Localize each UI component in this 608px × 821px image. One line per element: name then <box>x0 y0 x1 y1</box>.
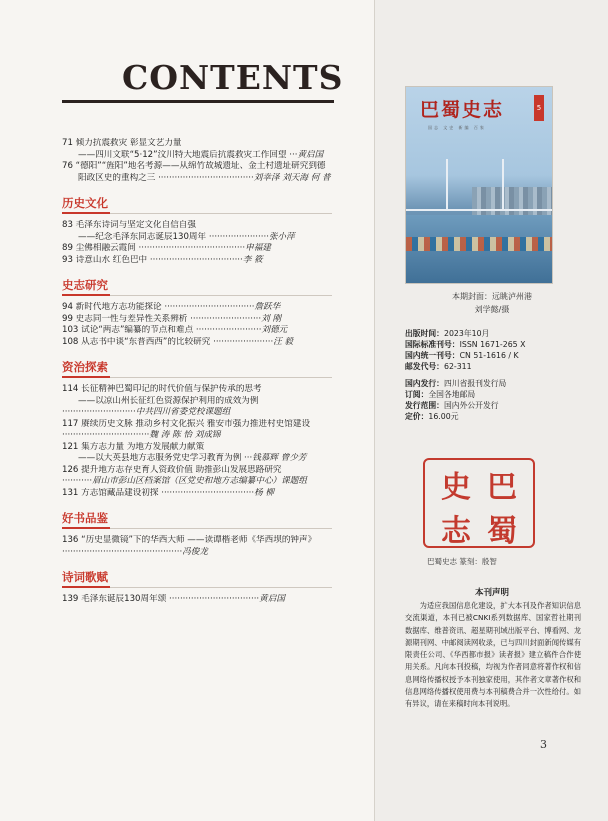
toc-entry-author: 汪 毅 <box>273 336 294 347</box>
toc-entry <box>62 535 332 547</box>
toc-entry-text: 94 新时代地方志功能探论 ································· <box>62 302 255 312</box>
toc-entry-text: ——四川文联“5·12”汶川特大地震后抗震救灾工作回望 ··· <box>78 149 298 160</box>
toc-entry-author: 詹跃华 <box>254 302 281 312</box>
meta-row <box>405 361 605 372</box>
seal-char: 志 <box>441 514 471 549</box>
toc-entry <box>62 465 332 477</box>
toc-entry-text: 108 从志书中谈“东普西西”的比较研究 ······················ <box>62 336 274 347</box>
toc-entry-text: ············································ <box>62 546 183 557</box>
toc-entry <box>62 442 332 454</box>
meta-row <box>405 339 605 350</box>
section-gap <box>62 348 332 356</box>
toc-entry-text: 71 倾力抗震救灾 彰显文艺力量 <box>62 138 182 148</box>
toc-entry-author: 冯俊龙 <box>182 546 208 557</box>
bridge <box>406 209 553 211</box>
cover-photographer: 刘学懿/摄 <box>474 305 510 314</box>
section-title: 史志研究 <box>62 278 108 292</box>
toc-entry-author: 黄启国 <box>259 594 285 604</box>
seal-char: 史 <box>441 470 471 505</box>
section-header <box>62 507 332 531</box>
section-accent <box>62 376 110 378</box>
toc-entry <box>62 138 332 150</box>
section-title: 好书品鉴 <box>62 511 108 525</box>
info-column <box>374 0 608 821</box>
page-title: CONTENTS <box>122 58 344 97</box>
section-gap <box>62 184 332 192</box>
section-accent <box>62 527 110 529</box>
meta-value: 62-311 <box>443 362 472 371</box>
toc-entry-author: 中共四川省委党校课题组 <box>135 407 231 417</box>
bridge-tower <box>502 159 504 211</box>
toc-entry <box>62 488 332 500</box>
toc-entry <box>62 220 332 232</box>
toc-entry-text: 阳政区史的重构之三 ··································· <box>78 172 254 183</box>
toc-entry-text: 117 赓续历史文脉 推动乡村文化振兴 雅安市强力推进村史馆建设 <box>62 418 311 429</box>
meta-value: CN 51-1616 / K <box>459 351 519 360</box>
notice-title: 本刊声明 <box>474 588 509 598</box>
toc-entry-author: 黄启国 <box>297 149 324 160</box>
title-rule <box>62 100 334 103</box>
section-accent <box>62 586 110 588</box>
toc-entry <box>62 232 332 244</box>
page-number: 3 <box>540 738 547 751</box>
section-header <box>62 356 332 380</box>
section-accent <box>62 294 110 296</box>
toc-entry <box>62 419 332 431</box>
section-gap <box>62 499 332 507</box>
toc-entry <box>62 150 332 162</box>
section-title: 资治探索 <box>62 360 108 374</box>
toc-entry-author: 魏 涛 陈 怡 刘成锦 <box>149 430 221 440</box>
section-accent <box>62 212 110 214</box>
section-gap <box>62 558 332 566</box>
toc-entry-author: 刘德元 <box>261 325 288 335</box>
toc-entry-author: 眉山市彭山区档案馆（区党史和地方志编纂中心）课题组 <box>92 476 307 486</box>
section-header <box>62 192 332 216</box>
toc-entry <box>62 547 332 559</box>
toc-entry-text: 76 “德阳”“旌阳”地名考源——从绵竹故城遗址、金土村遗址研究到德 <box>62 161 326 171</box>
toc-entry <box>62 325 332 337</box>
meta-label: 订阅： <box>405 390 429 399</box>
cover-caption: 本期封面：远眺泸州港 <box>452 292 532 301</box>
toc-entry <box>62 243 332 255</box>
toc-entry-text: ——以凉山州长征红色资源保护利用的成效为例 <box>78 395 259 406</box>
meta-value: 2023年10月 <box>443 329 490 338</box>
meta-row <box>405 389 605 400</box>
meta-label: 邮发代号： <box>405 362 444 371</box>
port-containers <box>406 237 553 251</box>
meta-row <box>405 350 605 361</box>
toc-entry-text: ——纪念毛泽东同志诞辰130周年 ······················ <box>78 231 269 242</box>
toc-entry-author: 钱慕辉 曾少芳 <box>252 453 307 463</box>
meta-row <box>405 411 605 422</box>
toc-entry <box>62 396 332 408</box>
publication-meta <box>405 328 605 422</box>
meta-value: 16.00元 <box>428 412 459 421</box>
toc-entry <box>62 476 332 488</box>
notice-body: 为适应我国信息化建设，扩大本刊及作者知识信息交流渠道，本刊已被CNKI系列数据库、国家哲社期刊数据库、维普资讯、超星期刊域出版平台、博看网、龙源期刊网、中邮阅读网收录，已与四川封面新闻传媒有限责任公司、《华西都市报》读者报》建立稿件合作使用关系。凡向本刊投稿，均视为作者同意将著作权和信息网络传播权授予本刊独家使用，其作者文章著作权和信息网络传播权使用费与本刊稿费合并一次性给付。如有异议，请在来稿时向本刊说明。 <box>405 601 581 709</box>
meta-value: ISSN 1671-265 X <box>459 340 526 349</box>
toc-entry-text: ··········· <box>62 476 93 486</box>
toc-entry-text: 93 诗意山水 红色巴中 ·································· <box>62 254 243 265</box>
cover-title: 巴蜀史志 <box>420 99 505 121</box>
section-header <box>62 274 332 298</box>
toc-entry <box>62 173 332 185</box>
toc-entry <box>62 255 332 267</box>
meta-label: 出版时间： <box>405 329 444 338</box>
seal-char: 蜀 <box>487 514 517 549</box>
toc-entry-author: 申福建 <box>245 243 271 253</box>
toc-entry-text: 126 提升地方志存史育人资政价值 助推彭山发展思路研究 <box>62 464 282 475</box>
toc-entry-text: 89 尘佛相融云霞间 ······································· <box>62 243 246 253</box>
toc-entry-author: 杨 柳 <box>254 487 275 498</box>
toc-entry-author: 刘 刚 <box>261 313 282 324</box>
table-of-contents <box>62 138 332 606</box>
meta-label: 定价： <box>405 412 429 421</box>
cover-image <box>405 86 553 284</box>
toc-entry-author: 李 筱 <box>242 254 263 265</box>
toc-entry-author: 刘幸泽 刘天海 何 普 <box>253 172 331 183</box>
toc-entry <box>62 384 332 396</box>
toc-entry-text: 136 “历史显微镜”下的华西大师 ——读谭楷老师《华西坝的钟声》 <box>62 535 317 545</box>
toc-entry <box>62 430 332 442</box>
toc-entry-text: 103 试论“两志”编纂的节点和难点 ························ <box>62 325 262 335</box>
meta-value: 国内外公开发行 <box>443 401 499 410</box>
toc-entry <box>62 161 332 173</box>
seal-caption: 巴蜀史志 篆刻：殷智 <box>427 557 497 566</box>
section-title: 诗词歌赋 <box>62 570 108 584</box>
meta-label: 发行范围： <box>405 401 444 410</box>
toc-entry-text: ································ <box>62 430 150 440</box>
meta-row <box>405 378 605 389</box>
seal-char: 巴 <box>487 470 517 505</box>
meta-label: 国内发行： <box>405 379 444 388</box>
toc-entry-text: 83 毛泽东诗词与坚定文化自信自强 <box>62 220 196 230</box>
toc-entry-text: ··························· <box>62 407 136 417</box>
toc-entry-text: 121 集方志力量 为地方发展献力献策 <box>62 441 205 452</box>
toc-entry-text: 99 史志同一性与差异性关系辨析 ·························· <box>62 313 262 324</box>
seal-stamp <box>423 458 535 548</box>
meta-label: 国内统一刊号： <box>405 351 460 360</box>
cover-nav: 国志 文史 新编 百家 <box>428 125 486 130</box>
toc-entry <box>62 337 332 349</box>
meta-row <box>405 400 605 411</box>
toc-entry-text: 131 方志馆藏品建设初探 ·································· <box>62 487 255 498</box>
section-title: 历史文化 <box>62 196 108 210</box>
toc-entry <box>62 594 332 606</box>
meta-value: 全国各地邮局 <box>428 390 476 399</box>
toc-entry-author: 张小萍 <box>268 231 295 242</box>
meta-value: 四川省报刊发行局 <box>443 379 507 388</box>
toc-entry <box>62 302 332 314</box>
toc-entry-text: 114 长征精神巴蜀印记的时代价值与保护传承的思考 <box>62 384 262 394</box>
section-gap <box>62 266 332 274</box>
toc-entry <box>62 407 332 419</box>
meta-row <box>405 328 605 339</box>
meta-label: 国际标准刊号： <box>405 340 460 349</box>
issue-badge: 5 <box>534 95 544 121</box>
toc-entry <box>62 453 332 465</box>
toc-entry-text: 139 毛泽东诞辰130周年颂 ································· <box>62 594 260 604</box>
toc-entry <box>62 314 332 326</box>
bridge-tower <box>446 159 448 211</box>
toc-entry-text: ——以大英县地方志服务党史学习教育为例 ··· <box>78 453 253 463</box>
section-header <box>62 566 332 590</box>
